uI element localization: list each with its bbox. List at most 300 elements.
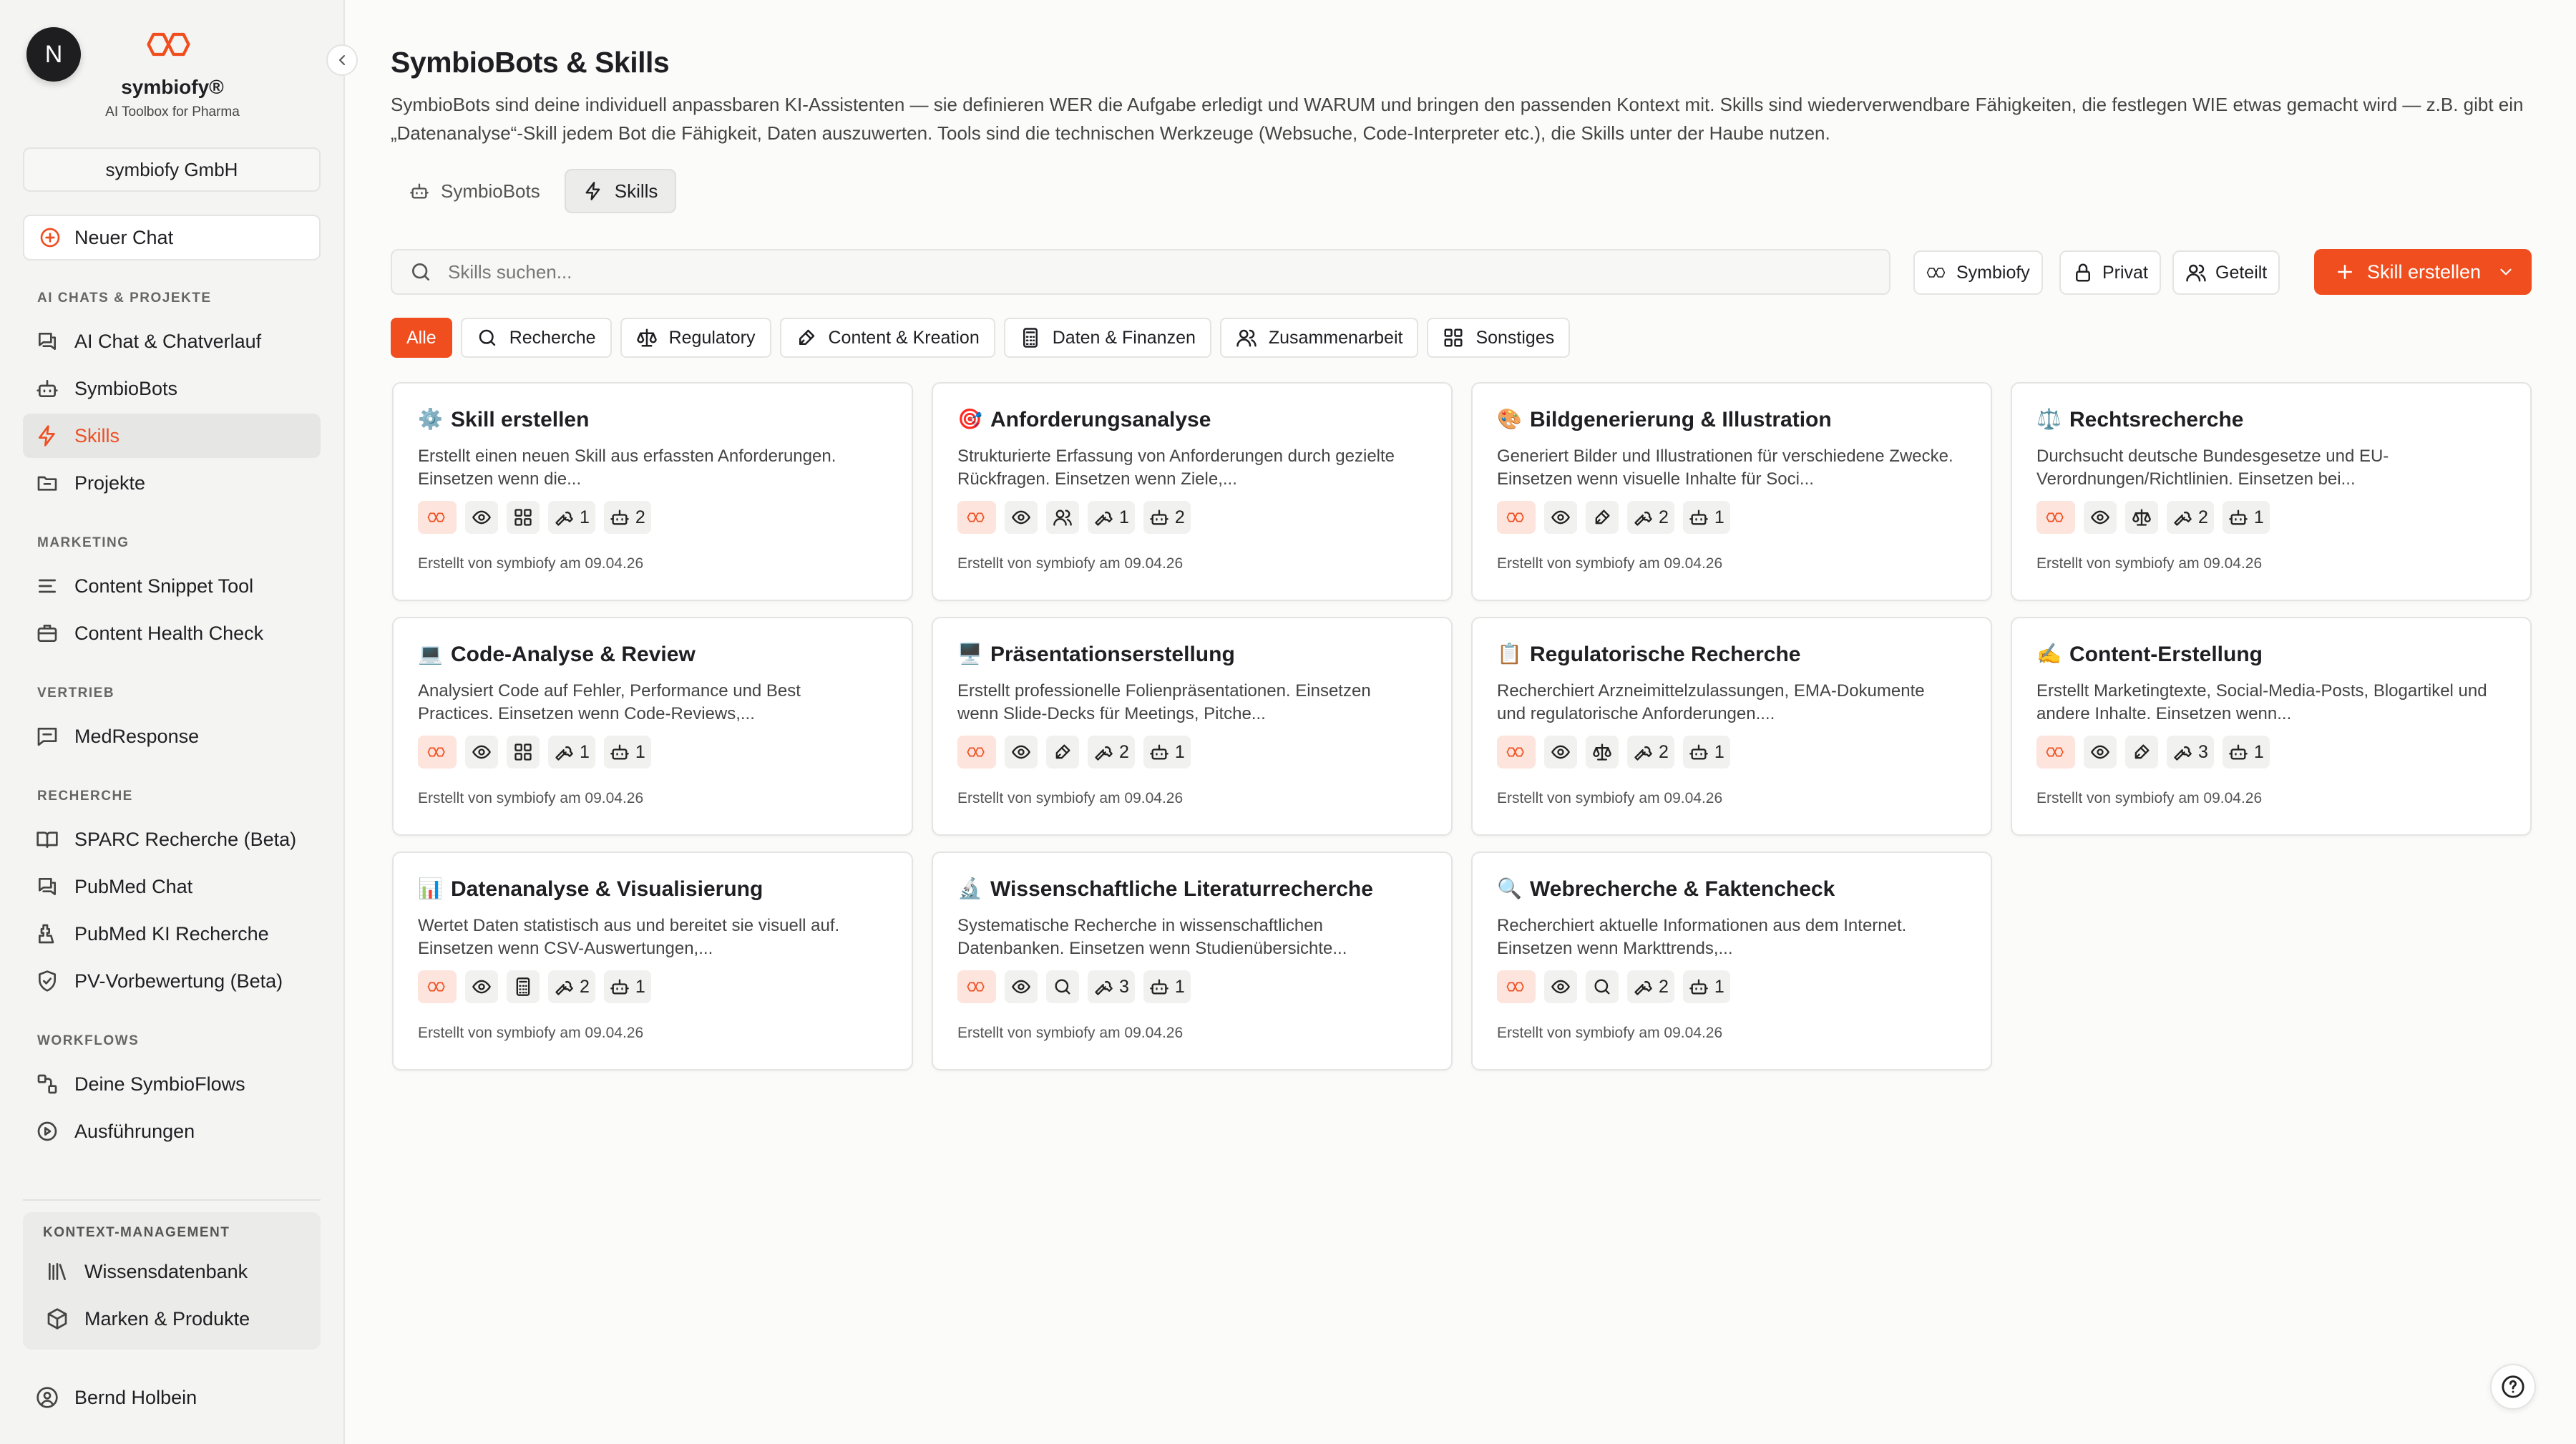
sidebar-item-label: Deine SymbioFlows [74,1073,245,1095]
lock-icon [2072,262,2094,283]
skill-emoji-icon: 🎨 [1497,408,1522,430]
sidebar-item-sparc-recherche[interactable] [23,817,321,862]
sidebar-item-label: Skills [74,424,120,447]
pen-icon [1053,742,1073,762]
bolt-icon [36,424,59,447]
skill-title: Webrecherche & Faktencheck [1530,877,1835,901]
symbiofy-logo-icon [2046,507,2066,527]
search-icon [409,260,432,283]
search-bar [391,249,1890,295]
sidebar-item-projekte[interactable] [23,461,321,505]
section-title-vertrieb: VERTRIEB [37,686,115,701]
category-regulatory[interactable] [620,318,771,358]
bots-count: 2 [635,507,645,527]
eye-icon [2090,507,2110,527]
category-badge [1586,970,1619,1003]
bot-icon [2228,742,2248,762]
category-label: Alle [406,327,436,348]
symbiofy-badge [418,501,457,534]
skill-badges [418,501,651,534]
eye-icon [1011,977,1031,997]
page-description: SymbioBots sind deine individuell anpassbaren KI-Assistenten — sie definieren WER die Aufgabe erledigt und WARUM und bringen den passenden Kontext mit. Skills sind wiederverwendbare Fähigkeiten, die festlegen WIE etwas gemacht wird — z.B. gibt ein „Datenanalyse“-Skill jedem Bot die Fähigkeit, Daten auszuwerten. Tools sind die technischen Werkzeuge (Websuche, Code-Interpreter etc.), die Skills unter der Haube nutzen. [391,94,2524,144]
sidebar-item-label: SPARC Recherche (Beta) [74,828,297,850]
bots-count-badge [604,736,651,769]
search-icon [477,327,498,348]
skill-title: Bildgenerierung & Illustration [1530,408,1832,431]
bots-count: 1 [1714,976,1724,997]
tools-count: 2 [1659,741,1669,762]
sidebar-item-label: Marken & Produkte [84,1307,250,1330]
tab-bar [391,169,676,213]
skill-description: Analysiert Code auf Fehler, Performance und Best Practices. Einsetzen wenn Code-Reviews,... [418,681,801,723]
category-badge [1046,736,1079,769]
eye-icon [1551,507,1571,527]
category-label: Sonstiges [1475,327,1555,348]
wrench-icon [1093,507,1113,527]
category-label: Daten & Finanzen [1052,327,1196,348]
skill-description: Generiert Bilder und Illustrationen für verschiedene Zwecke. Einsetzen wenn visuelle Inhalte für Soci... [1497,447,1953,489]
eye-icon [1011,742,1031,762]
flow-icon [36,1073,59,1096]
category-recherche[interactable] [461,318,612,358]
sidebar-item-content-health-check[interactable] [23,611,321,655]
skill-meta: Erstellt von symbiofy am 09.04.26 [1497,1025,1723,1041]
skill-emoji-icon: 🔬 [957,877,982,899]
bot-icon [610,507,630,527]
bots-count: 1 [1174,976,1185,997]
symbiofy-logo-icon [1506,977,1526,997]
wrench-icon [554,742,574,762]
skill-title: Rechtsrecherche [2069,408,2244,431]
bolt-icon [583,181,603,201]
sidebar-item-ausfuehrungen[interactable] [23,1109,321,1153]
skill-title: Anforderungsanalyse [990,408,1211,431]
skill-title: Wissenschaftliche Literaturrecherche [990,877,1373,901]
symbiofy-logo-icon [2046,742,2066,762]
help-button[interactable] [2490,1364,2536,1410]
symbiofy-logo-icon[interactable] [146,26,196,63]
category-sonstiges[interactable] [1427,318,1570,358]
skill-meta: Erstellt von symbiofy am 09.04.26 [1497,555,1723,572]
wrench-icon [1093,977,1113,997]
new-chat-label: Neuer Chat [74,226,174,248]
skill-badges [1497,501,1730,534]
skill-meta: Erstellt von symbiofy am 09.04.26 [2036,790,2263,806]
bots-count: 1 [1714,741,1724,762]
filter-label: Privat [2102,262,2148,283]
skill-description: Erstellt professionelle Folienpräsentationen. Einsetzen wenn Slide-Decks für Meetings, Pitche... [957,681,1371,723]
skill-emoji-icon: 📊 [418,877,443,899]
tools-count-badge [1627,736,1674,769]
bot-icon [1689,742,1709,762]
plus-circle-icon [39,226,62,249]
eye-icon [472,977,492,997]
symbiofy-badge [2036,501,2075,534]
bots-count-badge [604,501,651,534]
symbiofy-badge [418,736,457,769]
skill-title: Content-Erstellung [2069,643,2263,666]
user-profile-button[interactable] [23,1375,321,1420]
symbiofy-logo-icon [427,742,447,762]
visibility-badge [1005,970,1038,1003]
sidebar-item-content-snippet-tool[interactable] [23,564,321,608]
tools-count-badge [1627,501,1674,534]
skill-badges [957,501,1191,534]
symbiofy-logo-icon [967,507,987,527]
tools-count: 2 [580,976,590,997]
skill-card[interactable] [392,617,913,836]
symbiofy-logo-icon [967,742,987,762]
category-daten-finanzen[interactable] [1004,318,1211,358]
search-icon [1053,977,1073,997]
bot-icon [1689,977,1709,997]
symbiofy-badge [418,970,457,1003]
symbiofy-logo-icon [427,977,447,997]
section-title-ai-chats: AI CHATS & PROJEKTE [37,291,212,306]
category-label: Content & Kreation [828,327,980,348]
tab-skills[interactable] [565,169,677,213]
sidebar-item-wissensdatenbank[interactable] [33,1249,311,1294]
visibility-badge [465,970,498,1003]
category-badge [507,970,540,1003]
new-chat-button[interactable] [23,215,321,260]
category-alle[interactable] [391,318,452,358]
symbiofy-logo-icon [427,507,447,527]
category-zusammenarbeit[interactable] [1220,318,1419,358]
category-badge [1046,501,1079,534]
symbiofy-badge [1497,970,1536,1003]
bots-count-badge [604,970,651,1003]
skill-emoji-icon: 💻 [418,643,443,665]
visibility-badge [1544,736,1577,769]
skill-description: Recherchiert Arzneimittelzulassungen, EMA-Dokumente und regulatorische Anforderungen.... [1497,681,1925,723]
sidebar-item-medresponse[interactable] [23,714,321,758]
bots-count-badge [1683,736,1730,769]
skill-description: Recherchiert aktuelle Informationen aus dem Internet. Einsetzen wenn Markttrends,... [1497,916,1907,958]
tab-label: SymbioBots [441,180,540,202]
grid-icon [1443,327,1464,348]
skill-card[interactable] [932,852,1453,1070]
flask-icon [36,922,59,945]
skill-title: Skill erstellen [451,408,590,431]
sidebar-item-label: Projekte [74,472,146,494]
users-icon [2185,262,2207,283]
sidebar-item-label: PubMed KI Recherche [74,922,269,945]
category-label: Zusammenarbeit [1268,327,1403,348]
tools-count: 3 [1119,976,1129,997]
sidebar-item-label: Wissensdatenbank [84,1260,248,1282]
calculator-icon [513,977,533,997]
skill-meta: Erstellt von symbiofy am 09.04.26 [957,1025,1184,1041]
eye-icon [1551,977,1571,997]
tools-count-badge [1088,501,1135,534]
page-title: SymbioBots & Skills [391,46,670,79]
bots-count: 1 [1174,741,1185,762]
sidebar-item-label: Content Snippet Tool [74,575,254,597]
create-skill-label: Skill erstellen [2367,260,2482,283]
sidebar-item-ai-chat[interactable] [23,319,321,364]
sidebar-item-label: SymbioBots [74,377,178,399]
visibility-badge [1544,970,1577,1003]
bot-icon [1689,507,1709,527]
skill-badges [1497,736,1730,769]
symbiofy-logo-icon [1506,742,1526,762]
avatar-initial: N [44,40,63,68]
package-icon [46,1307,69,1330]
wrench-icon [554,977,574,997]
section-title-workflows: WORKFLOWS [37,1033,140,1048]
category-badge [1046,970,1079,1003]
skill-emoji-icon: ✍️ [2036,643,2062,665]
filter-symbiofy-button[interactable] [1913,250,2043,295]
category-badge [2125,736,2158,769]
visibility-badge [465,736,498,769]
skill-card[interactable] [1471,382,1992,601]
filter-label: Symbiofy [1956,262,2030,283]
skill-description: Durchsucht deutsche Bundesgesetze und EU-Verordnungen/Richtlinien. Einsetzen bei... [2036,447,2389,489]
sidebar [0,0,345,1444]
skill-emoji-icon: ⚙️ [418,408,443,430]
symbiofy-badge [957,501,996,534]
skill-description: Erstellt Marketingtexte, Social-Media-Posts, Blogartikel und andere Inhalte. Einsetzen wenn... [2036,681,2487,723]
filter-geteilt-button[interactable] [2172,250,2280,295]
tools-count: 3 [2198,741,2208,762]
message-icon [36,725,59,748]
section-title-marketing: MARKETING [37,535,130,550]
tools-count-badge [2167,501,2214,534]
skill-meta: Erstellt von symbiofy am 09.04.26 [957,555,1184,572]
skill-title: Regulatorische Recherche [1530,643,1801,666]
tools-count: 1 [580,507,590,527]
bot-icon [36,377,59,400]
skill-badges [957,736,1191,769]
category-badge [507,501,540,534]
skill-card[interactable] [392,382,913,601]
tools-count: 2 [1659,976,1669,997]
bots-count-badge [1683,970,1730,1003]
bot-icon [610,977,630,997]
skill-badges [2036,736,2270,769]
skill-badges [2036,501,2270,534]
skill-meta: Erstellt von symbiofy am 09.04.26 [2036,555,2263,572]
bots-count: 1 [1714,507,1724,527]
pen-icon [2132,742,2152,762]
eye-icon [1011,507,1031,527]
skill-card[interactable] [2011,617,2532,836]
shield-check-icon [36,970,59,992]
filter-label: Geteilt [2215,262,2268,283]
create-skill-button[interactable] [2314,249,2532,295]
skill-meta: Erstellt von symbiofy am 09.04.26 [418,1025,644,1041]
pen-icon [1592,507,1612,527]
skill-badges [418,970,651,1003]
tools-count-badge [1627,970,1674,1003]
sidebar-item-label: Content Health Check [74,622,264,644]
skill-emoji-icon: ⚖️ [2036,408,2062,430]
collapse-sidebar-button[interactable] [326,44,358,76]
category-badge [507,736,540,769]
tools-count-badge [1088,736,1135,769]
visibility-badge [1544,501,1577,534]
tools-count-badge [548,736,595,769]
chat-icon [36,330,59,353]
skill-card[interactable] [1471,617,1992,836]
visibility-badge [2084,736,2117,769]
skill-emoji-icon: 🎯 [957,408,982,430]
bots-count-badge [2223,736,2270,769]
skill-emoji-icon: 📋 [1497,643,1522,665]
user-name: Bernd Holbein [74,1386,197,1408]
category-content-kreation[interactable] [780,318,995,358]
symbiofy-logo-icon [1506,507,1526,527]
tools-count-badge [2167,736,2214,769]
skill-description: Wertet Daten statistisch aus und bereitet sie visuell auf. Einsetzen wenn CSV-Auswertungen,... [418,916,840,958]
tools-count: 2 [1659,507,1669,527]
skill-description: Erstellt einen neuen Skill aus erfassten Anforderungen. Einsetzen wenn die... [418,447,836,489]
wrench-icon [1633,507,1653,527]
chat-icon [36,875,59,898]
scale-icon [636,327,658,348]
bot-icon [1149,977,1169,997]
section-title-recherche: RECHERCHE [37,789,133,804]
briefcase-icon [36,622,59,645]
symbiofy-logo-icon [967,977,987,997]
bots-count: 2 [1174,507,1185,527]
play-circle-icon [36,1120,59,1143]
search-input[interactable] [448,261,1807,283]
tools-count: 1 [580,741,590,762]
tools-count-badge [548,501,595,534]
visibility-badge [465,501,498,534]
bots-count-badge [1143,736,1191,769]
organization-selector[interactable]: symbiofy GmbH [23,147,321,192]
visibility-badge [2084,501,2117,534]
brand-tagline: AI Toolbox for Pharma [105,104,240,119]
grid-icon [513,742,533,762]
category-label: Regulatory [668,327,756,348]
users-icon [1236,327,1257,348]
skill-card[interactable] [1471,852,1992,1070]
category-label: Recherche [509,327,596,348]
bot-icon [409,181,429,201]
bot-icon [610,742,630,762]
sidebar-item-marken-produkte[interactable] [33,1297,311,1341]
workspace-avatar[interactable] [26,27,81,82]
skill-badges [957,970,1191,1003]
bots-count: 1 [2253,507,2264,527]
brand-name: symbiofy® [121,76,224,98]
sidebar-item-label: PubMed Chat [74,875,193,897]
bots-count-badge [1683,501,1730,534]
sidebar-item-skills[interactable] [23,414,321,458]
skill-card[interactable] [932,617,1453,836]
skill-description: Strukturierte Erfassung von Anforderungen durch gezielte Rückfragen. Einsetzen wenn Ziele,... [957,447,1395,489]
filter-privat-button[interactable] [2059,250,2161,295]
skill-title: Präsentationserstellung [990,643,1235,666]
wrench-icon [1633,742,1653,762]
skill-emoji-icon: 🖥️ [957,643,982,665]
skill-card[interactable] [932,382,1453,601]
category-filter-bar [391,318,1570,358]
users-icon [1053,507,1073,527]
skill-card[interactable] [2011,382,2532,601]
skill-emoji-icon: 🔍 [1497,877,1522,899]
eye-icon [472,507,492,527]
sidebar-item-symbioflows[interactable] [23,1062,321,1106]
wrench-icon [2172,742,2192,762]
category-badge [1586,736,1619,769]
tools-count-badge [548,970,595,1003]
book-icon [36,828,59,851]
tools-count: 2 [2198,507,2208,527]
skill-card[interactable] [392,852,913,1070]
skill-meta: Erstellt von symbiofy am 09.04.26 [957,790,1184,806]
eye-icon [2090,742,2110,762]
chevron-left-icon [333,52,351,69]
calculator-icon [1020,327,1041,348]
bot-icon [1149,742,1169,762]
scale-icon [1592,742,1612,762]
bots-count: 1 [635,741,645,762]
skill-title: Code-Analyse & Review [451,643,696,666]
tab-label: Skills [614,180,658,202]
scale-icon [2132,507,2152,527]
section-title-kontext: KONTEXT-MANAGEMENT [43,1225,230,1240]
sidebar-item-pubmed-ki-recherche[interactable] [23,912,321,956]
visibility-badge [1005,501,1038,534]
symbiofy-badge [1497,736,1536,769]
grid-icon [513,507,533,527]
category-badge [1586,501,1619,534]
bot-icon [2228,507,2248,527]
sidebar-item-pubmed-chat[interactable] [23,864,321,909]
skill-badges [1497,970,1730,1003]
user-circle-icon [36,1386,59,1409]
symbiofy-badge [957,736,996,769]
skill-meta: Erstellt von symbiofy am 09.04.26 [418,790,644,806]
sidebar-item-label: PV-Vorbewertung (Beta) [74,970,283,992]
chevron-down-icon [2497,263,2515,281]
symbiofy-logo-icon [1926,262,1948,283]
symbiofy-badge [2036,736,2075,769]
bot-icon [1149,507,1169,527]
pen-icon [796,327,817,348]
sidebar-item-pv-vorbewertung[interactable] [23,959,321,1003]
bots-count: 1 [635,976,645,997]
tools-count: 1 [1119,507,1129,527]
sidebar-item-label: Ausführungen [74,1120,195,1142]
wrench-icon [1633,977,1653,997]
wrench-icon [1093,742,1113,762]
tab-symbiobots[interactable] [391,169,559,213]
help-circle-icon [2501,1375,2525,1399]
skill-meta: Erstellt von symbiofy am 09.04.26 [1497,790,1723,806]
folder-icon [36,472,59,494]
symbiofy-badge [957,970,996,1003]
category-badge [2125,501,2158,534]
bots-count-badge [2223,501,2270,534]
divider [23,1199,321,1201]
lines-icon [36,575,59,597]
bots-count: 1 [2253,741,2264,762]
eye-icon [1551,742,1571,762]
skill-title: Datenanalyse & Visualisierung [451,877,763,901]
eye-icon [472,742,492,762]
symbiofy-badge [1497,501,1536,534]
sidebar-item-symbiobots[interactable] [23,366,321,411]
library-icon [46,1260,69,1283]
bots-count-badge [1143,501,1191,534]
